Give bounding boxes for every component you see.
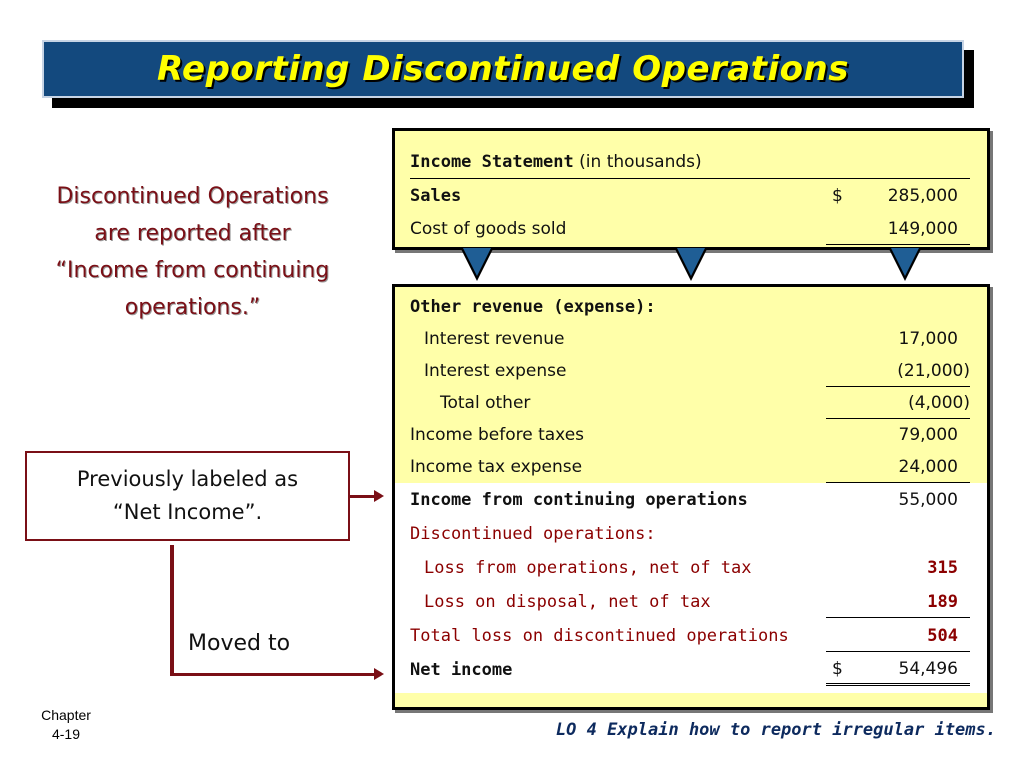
slide-title: Reporting Discontinued Operations: [157, 49, 849, 89]
down-arrow-icon: [888, 247, 922, 281]
total-other-row: [410, 387, 970, 419]
interest-expense-row: [410, 355, 970, 387]
down-arrow-icon: [674, 247, 708, 281]
total-loss-amount: 504: [826, 620, 970, 652]
income-statement-bottom: [392, 284, 990, 710]
explanation-line: Discontinued Operations: [56, 184, 329, 209]
interest-expense-label: Interest expense: [424, 361, 567, 381]
other-revenue-header-row: [410, 291, 970, 323]
loss-operations-amount: 315: [927, 558, 958, 578]
discontinued-header-row: [410, 518, 970, 550]
income-statement-top: [392, 128, 990, 250]
chapter-label: [38, 706, 94, 744]
total-other-amount: (4,000): [826, 387, 970, 419]
continuing-operations-amount: 55,000: [898, 490, 958, 510]
interest-revenue-label: Interest revenue: [424, 329, 565, 349]
income-before-taxes-row: [410, 419, 970, 451]
statement-header-title: Income Statement: [410, 152, 574, 172]
note-line: “Net Income”.: [112, 500, 263, 524]
total-loss-label: Total loss on discontinued operations: [410, 626, 789, 646]
loss-disposal-label: Loss on disposal, net of tax: [424, 592, 711, 612]
sales-row: [410, 180, 970, 212]
moved-arrow-line: [170, 673, 376, 676]
down-arrow-icon: [460, 247, 494, 281]
net-income-amount: [826, 654, 970, 686]
net-income-row: [410, 654, 970, 686]
explanation-line: “Income from continuing: [55, 258, 330, 283]
moved-to-label: Moved to: [188, 631, 291, 656]
sales-currency: $: [832, 186, 843, 206]
income-tax-expense-amount: 24,000: [826, 451, 970, 483]
note-line: Previously labeled as: [76, 467, 299, 491]
income-before-taxes-label: Income before taxes: [410, 425, 585, 445]
sales-value: 285,000: [887, 186, 958, 206]
sales-amount: [826, 180, 970, 212]
interest-revenue-amount: 17,000: [898, 329, 958, 349]
note-arrow-line: [350, 495, 376, 498]
cogs-row: [410, 213, 970, 245]
loss-operations-label: Loss from operations, net of tax: [424, 558, 752, 578]
income-before-taxes-amount: 79,000: [898, 425, 958, 445]
loss-disposal-row: [410, 586, 970, 618]
interest-expense-amount: (21,000): [826, 355, 970, 387]
chapter-number: 4-19: [51, 726, 81, 742]
net-income-label: Net income: [410, 660, 513, 680]
net-income-value: 54,496: [898, 658, 958, 679]
net-income-currency: $: [832, 658, 843, 679]
explanation-line: operations.”: [124, 295, 261, 320]
interest-revenue-row: [410, 323, 970, 355]
other-revenue-header: Other revenue (expense):: [410, 297, 656, 317]
continuing-operations-label: Income from continuing operations: [410, 490, 748, 510]
income-tax-expense-label: Income tax expense: [410, 457, 583, 477]
continuing-operations-row: [410, 484, 970, 516]
income-tax-expense-row: [410, 451, 970, 483]
chapter-word: Chapter: [41, 707, 91, 723]
learning-objective: LO 4 Explain how to report irregular items.: [555, 720, 996, 740]
total-other-label: Total other: [440, 393, 531, 413]
statement-header-units: (in thousands): [579, 152, 702, 172]
moved-arrow-head-icon: [374, 668, 384, 680]
total-loss-row: [410, 620, 970, 652]
title-banner: [42, 40, 964, 98]
moved-connector-line: [170, 545, 174, 676]
loss-operations-row: [410, 552, 970, 584]
statement-header: [410, 146, 970, 179]
discontinued-header: Discontinued operations:: [410, 524, 656, 544]
cogs-label: Cost of goods sold: [410, 219, 567, 239]
note-arrow-head-icon: [374, 490, 384, 502]
explanation-line: are reported after: [94, 221, 291, 246]
cogs-amount: 149,000: [826, 213, 970, 245]
sales-label: Sales: [410, 186, 462, 206]
loss-disposal-amount: 189: [826, 586, 970, 618]
discontinued-explanation: [20, 178, 365, 326]
previously-labeled-note: [25, 451, 350, 541]
